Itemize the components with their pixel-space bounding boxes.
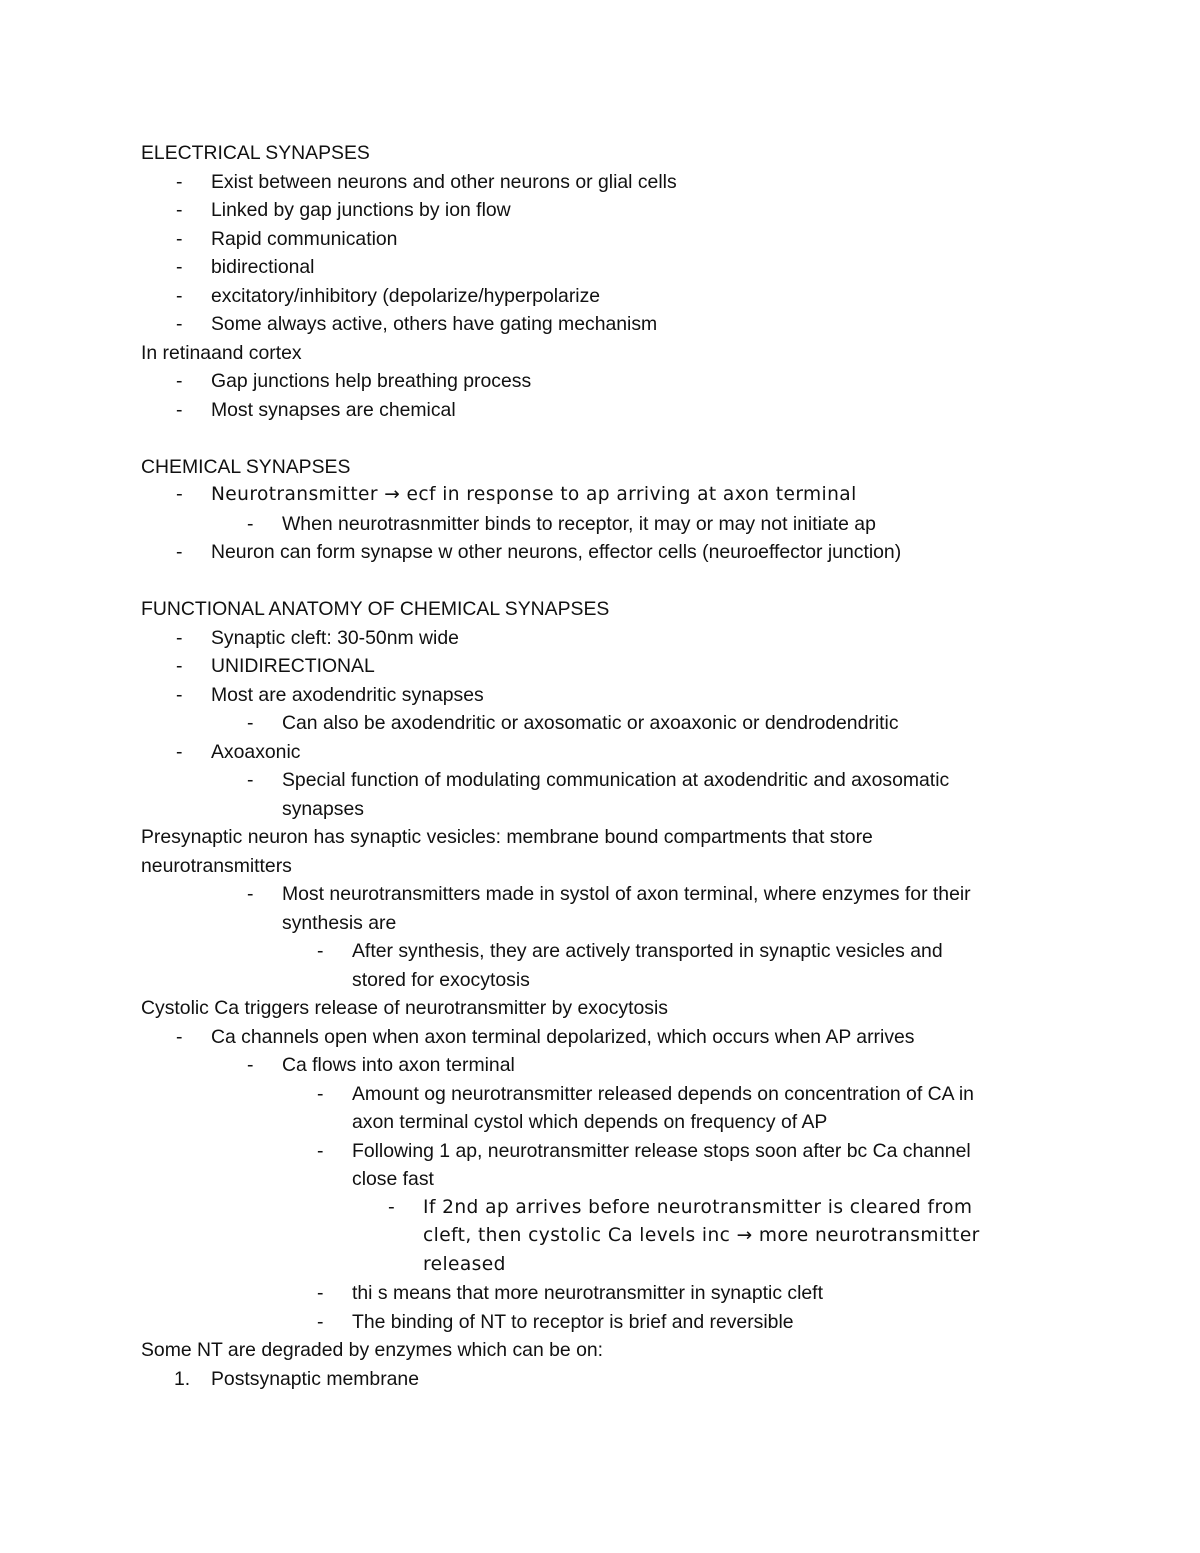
dash-bullet: - bbox=[247, 883, 254, 905]
blank-line bbox=[141, 567, 1071, 596]
line-text: The binding of NT to receptor is brief and reversible bbox=[352, 1310, 794, 1333]
dash-bullet: - bbox=[176, 484, 184, 505]
line-text: stored for exocytosis bbox=[352, 968, 530, 991]
line-text: Can also be axodendritic or axosomatic or axoaxonic or dendrodendritic bbox=[282, 712, 899, 734]
line-text: Some NT are degraded by enzymes which can be on: bbox=[141, 1339, 604, 1361]
list-item bbox=[141, 709, 1071, 738]
paragraph-line bbox=[141, 852, 1071, 881]
list-item bbox=[141, 1251, 1071, 1280]
list-item bbox=[141, 1194, 1071, 1223]
line-text: Postsynaptic membrane bbox=[211, 1367, 420, 1390]
list-item bbox=[141, 966, 1071, 995]
blank-line bbox=[141, 424, 1071, 453]
paragraph-line bbox=[141, 1336, 1071, 1365]
dash-bullet: - bbox=[176, 227, 183, 250]
line-text: When neurotrasnmitter binds to receptor, it may or may not initiate ap bbox=[282, 512, 876, 535]
line-text: cleft, then cystolic Ca levels inc → more neurotransmitter bbox=[423, 1225, 980, 1246]
list-item bbox=[141, 367, 1071, 396]
list-item bbox=[141, 909, 1071, 938]
list-item bbox=[141, 538, 1071, 567]
dash-bullet: - bbox=[317, 1139, 324, 1162]
list-item bbox=[141, 1080, 1071, 1109]
paragraph-line bbox=[141, 453, 1071, 482]
line-text: Ca flows into axon terminal bbox=[282, 1054, 515, 1076]
line-text: Synaptic cleft: 30-50nm wide bbox=[211, 626, 459, 649]
dash-bullet: - bbox=[176, 655, 183, 677]
list-number: 1. bbox=[174, 1367, 191, 1390]
list-item bbox=[141, 396, 1071, 425]
paragraph-line bbox=[141, 994, 1071, 1023]
line-text: synapses bbox=[282, 797, 364, 820]
list-item bbox=[141, 1023, 1071, 1052]
dash-bullet: - bbox=[176, 1025, 183, 1048]
dash-bullet: - bbox=[247, 769, 254, 791]
line-text: Axoaxonic bbox=[211, 740, 301, 763]
line-text: Exist between neurons and other neurons or glial cells bbox=[211, 170, 677, 193]
line-text: Rapid communication bbox=[211, 227, 398, 250]
line-text: Linked by gap junctions by ion flow bbox=[211, 199, 511, 221]
line-text: Gap junctions help breathing process bbox=[211, 370, 532, 392]
list-item bbox=[141, 225, 1071, 254]
line-text: After synthesis, they are actively transported in synaptic vesicles and bbox=[352, 940, 943, 962]
line-text: released bbox=[423, 1253, 506, 1275]
list-item bbox=[141, 880, 1071, 909]
dash-bullet: - bbox=[388, 1196, 396, 1218]
list-item bbox=[141, 937, 1071, 966]
dash-bullet: - bbox=[247, 712, 254, 734]
list-item bbox=[141, 510, 1071, 539]
paragraph-line bbox=[141, 139, 1071, 168]
list-item bbox=[141, 1308, 1071, 1337]
document-body bbox=[141, 139, 1071, 1393]
dash-bullet: - bbox=[176, 256, 183, 278]
list-item bbox=[141, 738, 1071, 767]
line-text: Most synapses are chemical bbox=[211, 398, 456, 421]
list-item bbox=[141, 282, 1071, 311]
line-text: Amount og neurotransmitter released depends on concentration of CA in bbox=[352, 1082, 974, 1105]
line-text: bidirectional bbox=[211, 256, 315, 278]
dash-bullet: - bbox=[176, 313, 183, 335]
dash-bullet: - bbox=[176, 170, 183, 193]
list-item bbox=[141, 1108, 1071, 1137]
dash-bullet: - bbox=[247, 512, 254, 535]
list-item bbox=[141, 253, 1071, 282]
list-item bbox=[141, 652, 1071, 681]
dash-bullet: - bbox=[176, 398, 183, 421]
dash-bullet: - bbox=[317, 1082, 324, 1105]
line-text: Some always active, others have gating mechanism bbox=[211, 313, 658, 335]
dash-bullet: - bbox=[176, 740, 183, 763]
list-item bbox=[141, 795, 1071, 824]
dash-bullet: - bbox=[176, 370, 183, 392]
list-item bbox=[141, 1365, 1071, 1394]
line-text: Cystolic Ca triggers release of neurotransmitter by exocytosis bbox=[141, 997, 668, 1019]
list-item bbox=[141, 168, 1071, 197]
line-text: neurotransmitters bbox=[141, 854, 292, 877]
line-text: UNIDIRECTIONAL bbox=[211, 655, 375, 677]
dash-bullet: - bbox=[317, 940, 324, 962]
line-text: Neurotransmitter → ecf in response to ap arriving at axon terminal bbox=[211, 484, 857, 505]
line-text: close fast bbox=[352, 1168, 434, 1190]
line-text: Presynaptic neuron has synaptic vesicles: membrane bound compartments that store bbox=[141, 826, 873, 848]
line-text: Ca channels open when axon terminal depolarized, which occurs when AP arrives bbox=[211, 1025, 915, 1048]
list-item bbox=[141, 481, 1071, 510]
line-text: ELECTRICAL SYNAPSES bbox=[141, 142, 370, 164]
dash-bullet: - bbox=[176, 284, 183, 307]
line-text: FUNCTIONAL ANATOMY OF CHEMICAL SYNAPSES bbox=[141, 598, 610, 620]
line-text: thi s means that more neurotransmitter in synaptic cleft bbox=[352, 1282, 823, 1304]
list-item bbox=[141, 681, 1071, 710]
line-text: Special function of modulating communication at axodendritic and axosomatic bbox=[282, 769, 950, 791]
list-item bbox=[141, 1165, 1071, 1194]
list-item bbox=[141, 1051, 1071, 1080]
line-text: synthesis are bbox=[282, 911, 397, 934]
paragraph-line bbox=[141, 595, 1071, 624]
dash-bullet: - bbox=[176, 541, 183, 563]
list-item bbox=[141, 1137, 1071, 1166]
dash-bullet: - bbox=[176, 626, 183, 649]
list-item bbox=[141, 1279, 1071, 1308]
list-item bbox=[141, 196, 1071, 225]
line-text: excitatory/inhibitory (depolarize/hyperpolarize bbox=[211, 284, 601, 307]
dash-bullet: - bbox=[176, 683, 183, 706]
paragraph-line bbox=[141, 823, 1071, 852]
dash-bullet: - bbox=[317, 1310, 324, 1333]
line-text: CHEMICAL SYNAPSES bbox=[141, 455, 351, 478]
paragraph-line bbox=[141, 339, 1071, 368]
line-text: If 2nd ap arrives before neurotransmitter is cleared from bbox=[423, 1196, 973, 1218]
line-text: Most are axodendritic synapses bbox=[211, 683, 484, 706]
dash-bullet: - bbox=[317, 1282, 324, 1304]
line-text: axon terminal cystol which depends on frequency of AP bbox=[352, 1111, 828, 1133]
line-text: Most neurotransmitters made in systol of axon terminal, where enzymes for their bbox=[282, 883, 971, 905]
dash-bullet: - bbox=[247, 1054, 254, 1076]
list-item bbox=[141, 624, 1071, 653]
list-item bbox=[141, 766, 1071, 795]
line-text: In retinaand cortex bbox=[141, 341, 302, 364]
list-item bbox=[141, 310, 1071, 339]
line-text: Neuron can form synapse w other neurons, effector cells (neuroeffector junction) bbox=[211, 541, 902, 563]
line-text: Following 1 ap, neurotransmitter release stops soon after bc Ca channel bbox=[352, 1139, 971, 1162]
list-item bbox=[141, 1222, 1071, 1251]
dash-bullet: - bbox=[176, 199, 183, 221]
